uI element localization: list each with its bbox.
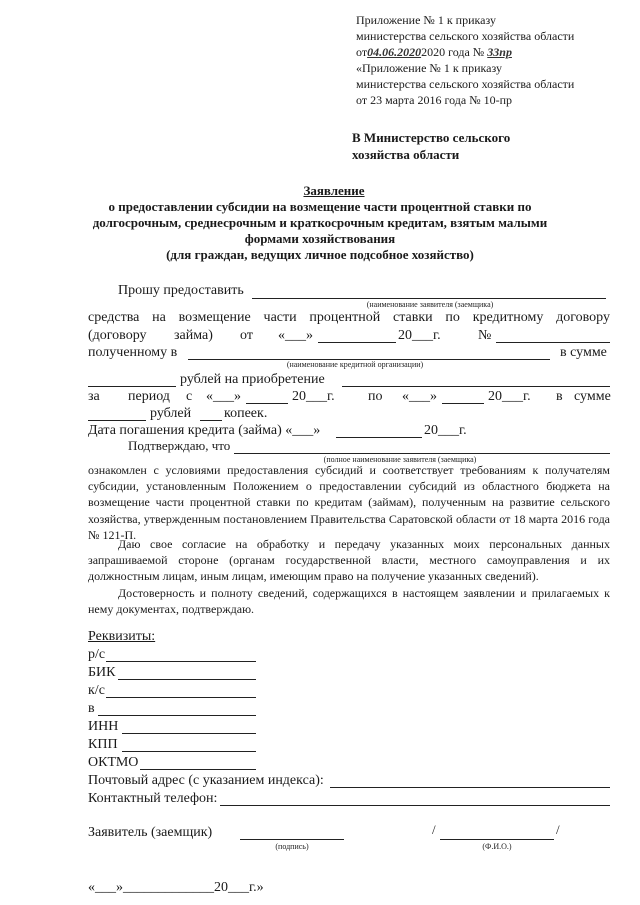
requisite-rs-label: р/с [88, 647, 106, 662]
requisite-kpp-label: КПП [88, 737, 118, 752]
period-sum-kopecks-field[interactable] [200, 420, 222, 421]
applicant-signature-label: Заявитель (заемщик) [88, 825, 213, 840]
confirm-name-field[interactable] [234, 453, 610, 454]
annex-line-2: министерства сельского хозяйства области [356, 29, 575, 43]
requisite-ks-label: к/с [88, 683, 105, 698]
paragraph-authenticity: Достоверность и полноту сведений, содержащихся в настоящем заявлении и прилагаемых к нему документах, подтверждаю. [88, 586, 610, 617]
requisite-inn-field[interactable] [122, 733, 256, 734]
applicant-name-field[interactable] [252, 298, 606, 299]
requisite-ks-field[interactable] [106, 697, 256, 698]
caption-signature: (подпись) [275, 842, 309, 851]
contract-number-field[interactable] [496, 342, 610, 343]
row-3-ot: от [240, 328, 253, 343]
request-label: Прошу предоставить [118, 283, 244, 298]
postal-address-field[interactable] [330, 787, 610, 788]
period-sum-rubles-field[interactable] [88, 420, 146, 421]
requisite-oktmo-field[interactable] [140, 769, 256, 770]
sum-rubles-field[interactable] [88, 386, 176, 387]
annex-line-1: Приложение № 1 к приказу [356, 13, 496, 27]
requisite-bank-field[interactable] [98, 715, 256, 716]
confirm-label: Подтверждаю, что [128, 438, 231, 453]
caption-full-name: (полное наименование заявителя (заемщика) [323, 455, 477, 464]
requisite-bik-field[interactable] [118, 679, 256, 680]
paragraph-consent: Даю свое согласие на обработку и передачу указанных моих персональных данных запрашиваемой стороне (органам государственной власти, местного самоуправления и их должностным лицам, иным лицам, имеющим право на получение указанных сведений). [88, 537, 610, 584]
row-6-s: с [186, 389, 193, 404]
row-3-number-sign: № [478, 328, 492, 343]
addressee-line-1: В Министерство сельского [352, 130, 511, 145]
period-to-month-field[interactable] [442, 403, 484, 404]
row-6-day-to: «___» [402, 389, 437, 404]
annex-line-3-middle: 2020 года № [421, 45, 485, 59]
row-2-text: средства на возмещение части процентной ставки по кредитному договору [88, 310, 610, 325]
annex-handwritten-number: 33пр [487, 45, 512, 59]
requisite-bank-label: в [88, 701, 95, 716]
title-line-3: формами хозяйствования [244, 231, 396, 246]
repayment-year: 20___г. [424, 423, 467, 438]
postal-address-label: Почтовый адрес (с указанием индекса): [88, 773, 324, 788]
row-3-zaim: займа) [174, 328, 213, 343]
title-line-2: долгосрочным, среднесрочным и краткосрочным кредитам, взятым малыми [92, 215, 548, 230]
row-3-year: 20___г. [398, 328, 441, 343]
phone-field[interactable] [220, 805, 610, 806]
period-from-month-field[interactable] [246, 403, 288, 404]
row-5-text: рублей на приобретение [180, 372, 325, 387]
annex-handwritten-date: 04.06.2020 [367, 45, 422, 59]
fio-field[interactable] [440, 839, 554, 840]
fio-slash-left: / [432, 822, 436, 837]
row-4-received-in: полученному в [88, 345, 178, 360]
annex-line-3 [356, 46, 512, 59]
requisite-oktmo-label: ОКТМО [88, 755, 139, 770]
repayment-date-label: Дата погашения кредита (займа) «___» [88, 423, 321, 438]
requisites-heading: Реквизиты: [88, 629, 156, 644]
requisite-bik-label: БИК [88, 665, 116, 680]
annex-line-4: «Приложение № 1 к приказу [356, 61, 502, 75]
row-6-sum-label: сумме [574, 389, 611, 404]
caption-credit-org: (наименование кредитной организации) [286, 360, 424, 369]
purpose-field[interactable] [342, 386, 610, 387]
signature-field[interactable] [240, 839, 344, 840]
row-3-day: «___» [278, 328, 313, 343]
signature-date: «___»_____________20___г.» [88, 880, 264, 895]
requisite-kpp-field[interactable] [122, 751, 256, 752]
row-6-period: период [128, 389, 170, 404]
annex-line-3-prefix: от [356, 45, 368, 59]
row-6-year-from: 20___г. [292, 389, 335, 404]
repayment-month-field[interactable] [336, 437, 422, 438]
requisite-inn-label: ИНН [88, 719, 119, 734]
caption-applicant: (наименование заявителя (заемщика) [366, 300, 494, 309]
row-4-sum-label: в сумме [560, 345, 607, 360]
row-6-po: по [368, 389, 383, 404]
title-word: Заявление [303, 183, 365, 198]
fio-slash-right: / [556, 822, 560, 837]
phone-label: Контактный телефон: [88, 791, 218, 806]
annex-line-5: министерства сельского хозяйства области [356, 77, 575, 91]
row-6-za: за [88, 389, 100, 404]
paragraph-conditions: ознакомлен с условиями предоставления субсидий и соответствует требованиям к получателям субсидии, установленным Положением о предоставлении субсидий из областного бюджета на возмещение части процентной ставки по кредитам (займам), полученным на развитие сельского хозяйства, утвержденным постановлением Правительства Саратовской области от 18 марта 2016 года № 121-П. [88, 463, 610, 542]
row-6-v: в [556, 389, 563, 404]
row-6-year-to: 20___г. [488, 389, 531, 404]
addressee-line-2: хозяйства области [352, 147, 460, 162]
row-7-kopecks: копеек. [224, 406, 268, 421]
requisite-rs-field[interactable] [106, 661, 256, 662]
row-6-day-from: «___» [206, 389, 241, 404]
title-line-1: о предоставлении субсидии на возмещение части процентной ставки по [108, 199, 532, 214]
caption-fio: (Ф.И.О.) [482, 842, 512, 851]
row-3-dogovor: (договору [88, 328, 147, 343]
row-7-rubles: рублей [150, 406, 192, 421]
annex-line-6: от 23 марта 2016 года № 10-пр [356, 93, 513, 107]
contract-month-field[interactable] [318, 342, 396, 343]
title-line-4: (для граждан, ведущих личное подсобное хозяйство) [166, 247, 474, 262]
